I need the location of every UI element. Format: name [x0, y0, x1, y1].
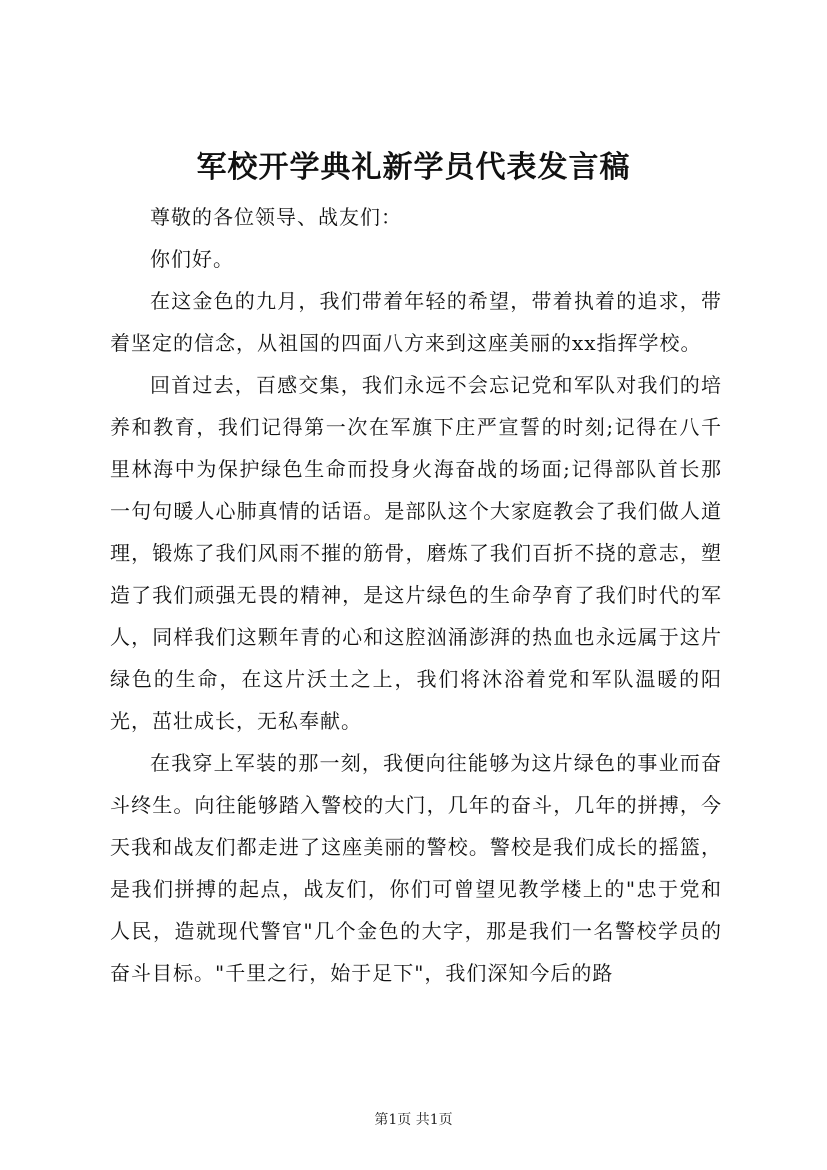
page-number-footer: 第1页 共1页: [374, 1112, 453, 1128]
paragraph-arrival: 在这金色的九月，我们带着年轻的希望，带着执着的追求，带着坚定的信念，从祖国的四面八方来到这座美丽的xx指挥学校。: [110, 289, 722, 355]
paragraph-salutation: 尊敬的各位领导、战友们：: [150, 205, 402, 229]
paragraph-retrospect: 回首过去，百感交集，我们永远不会忘记党和军队对我们的培养和教育，我们记得第一次在军旗下庄严宣誓的时刻;记得在八千里林海中为保护绿色生命而投身火海奋战的场面;记得部队首长那一句句暖人心肺真情的话语。是部队这个大家庭教会了我们做人道理，锻炼了我们风雨不摧的筋骨，磨炼了我们百折不挠的意志，塑造了我们顽强无畏的精神，是这片绿色的生命孕育了我们时代的军人，同样我们这颗年青的心和这腔汹涌澎湃的热血也永远属于这片绿色的生命，在这片沃土之上，我们将沐浴着党和军队温暖的阳光，茁壮成长，无私奉献。: [110, 373, 722, 733]
paragraph-aspiration: 在我穿上军装的那一刻，我便向往能够为这片绿色的事业而奋斗终生。向往能够踏入警校的大门，几年的奋斗，几年的拼搏，今天我和战友们都走进了这座美丽的警校。警校是我们成长的摇篮，是我们拼搏的起点，战友们，你们可曾望见教学楼上的"忠于党和人民，造就现代警官"几个金色的大字，那是我们一名警校学员的奋斗目标。"千里之行，始于足下"，我们深知今后的路: [110, 751, 722, 985]
paragraph-greeting: 你们好。: [150, 247, 234, 271]
document-title: 军校开学典礼新学员代表发言稿: [196, 150, 631, 185]
document-body: [110, 196, 722, 994]
